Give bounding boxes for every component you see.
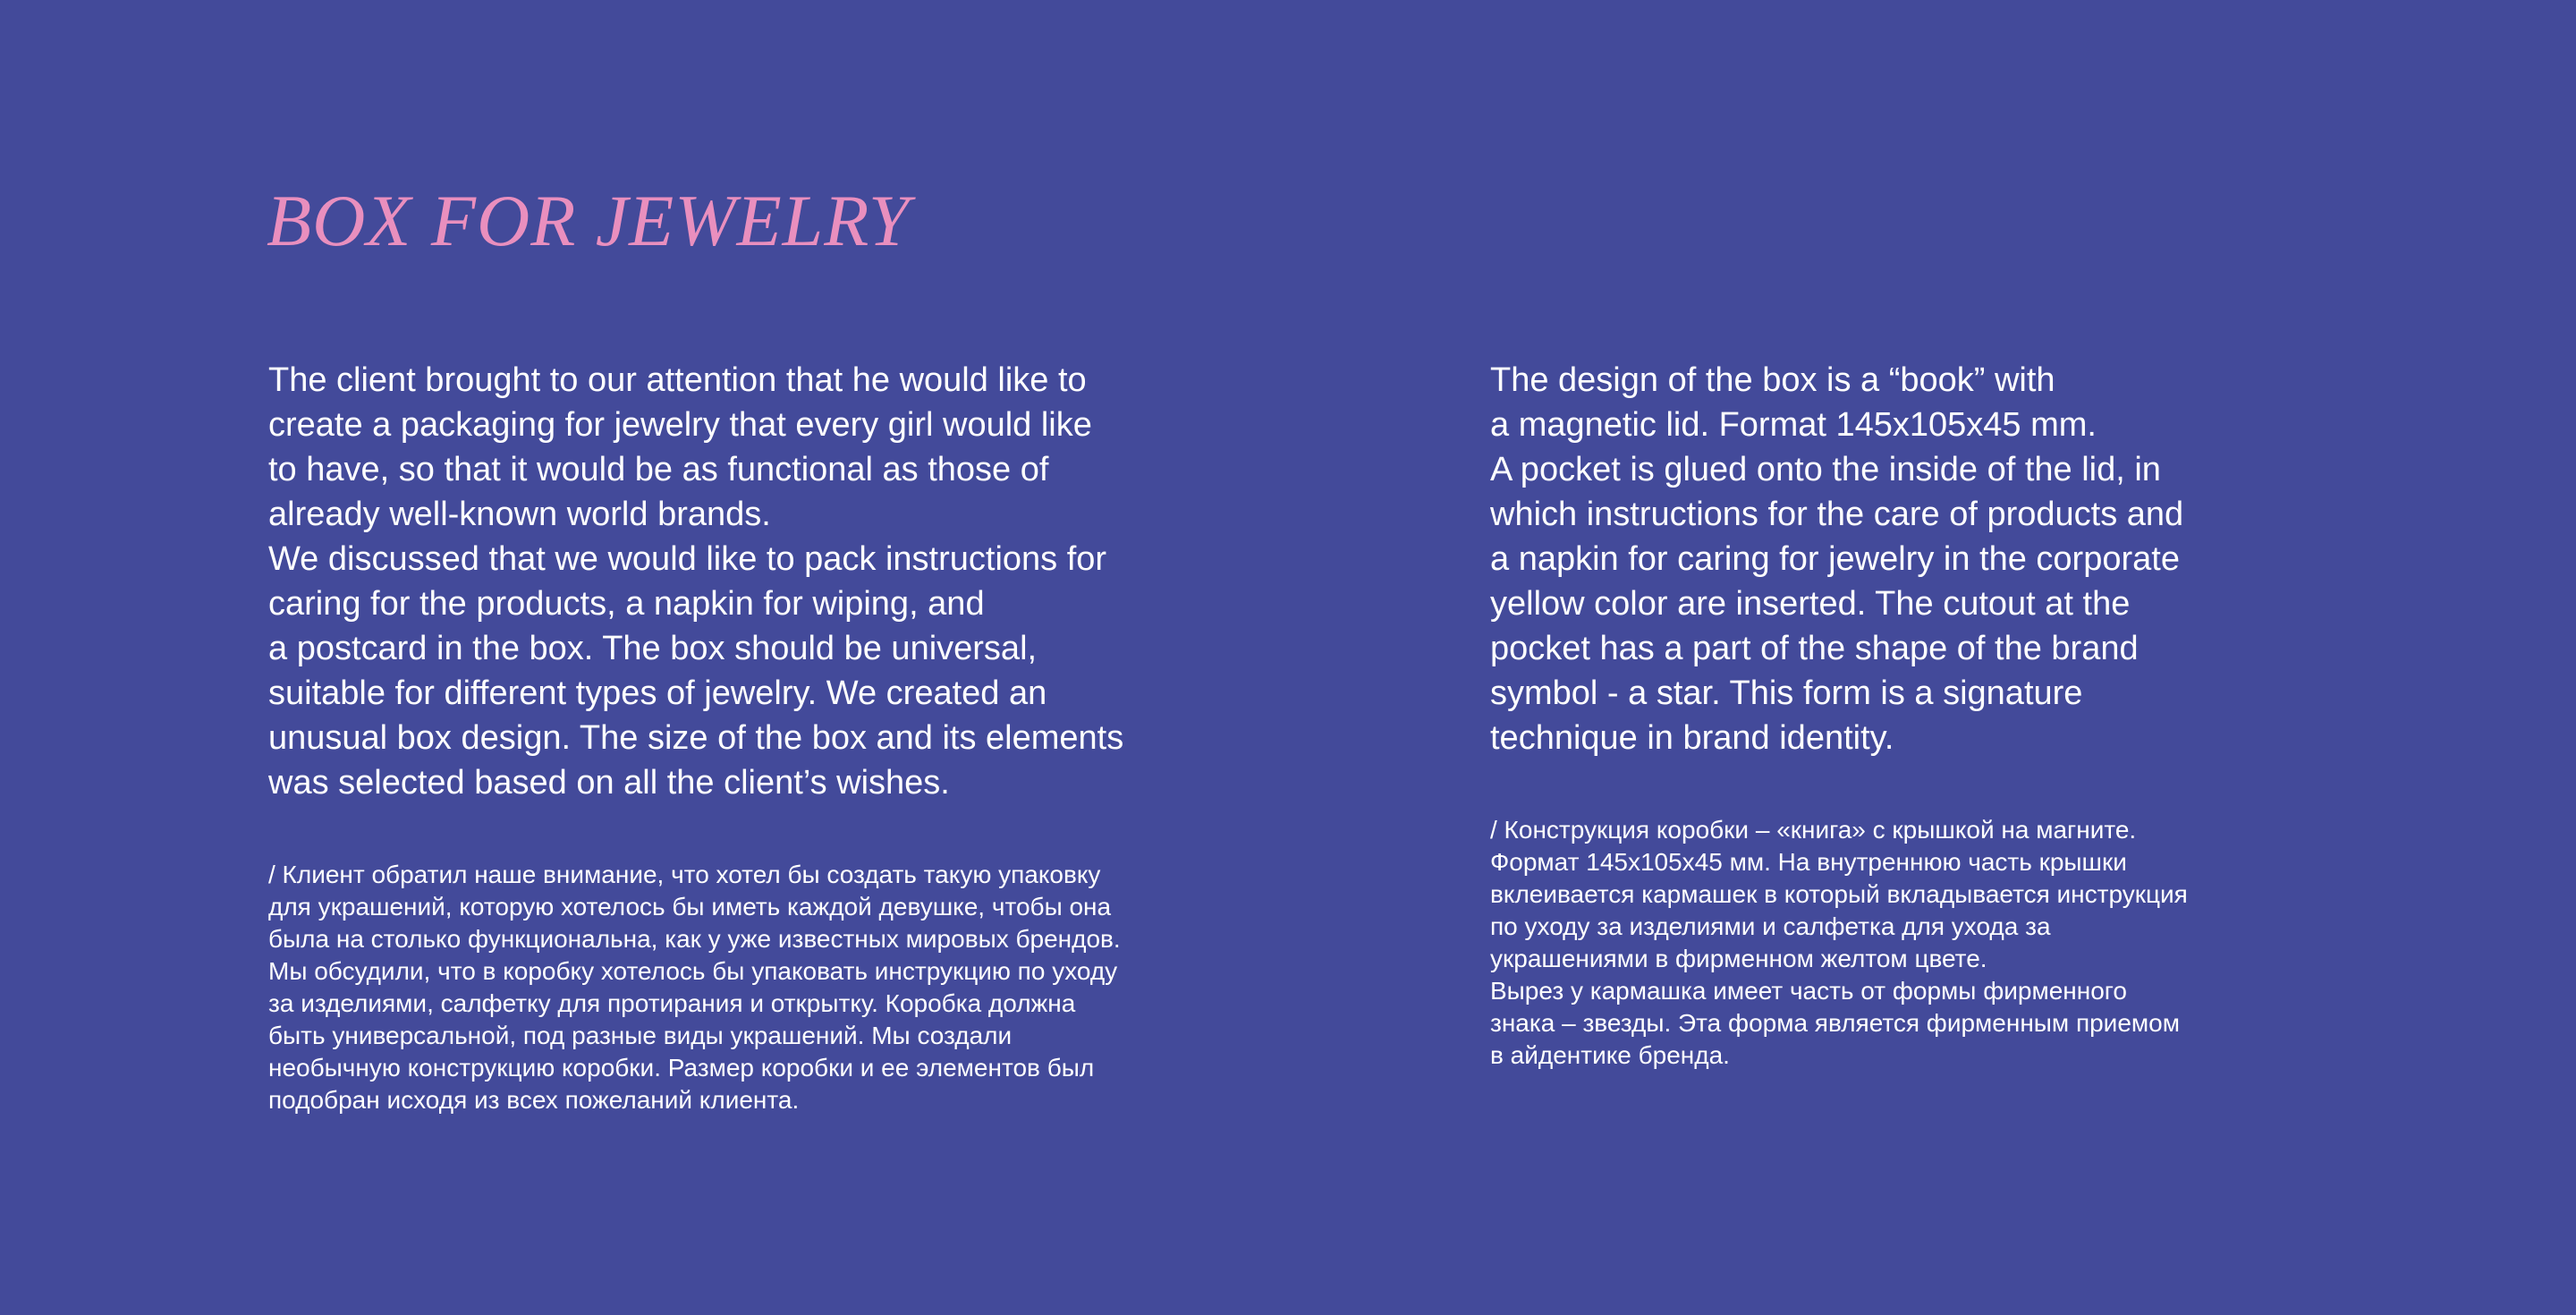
text-line: / Конструкция коробки – «книга» с крышкой на магните. <box>1490 816 2137 844</box>
right-column <box>1490 358 2385 1072</box>
text-line: create a packaging for jewelry that every girl would like <box>268 406 1092 444</box>
right-english-paragraph <box>1490 358 2385 760</box>
text-line: / Клиент обратил наше внимание, что хотел бы создать такую упаковку <box>268 861 1101 888</box>
text-line: быть универсальной, под разные виды украшений. Мы создали <box>268 1022 1013 1049</box>
text-line: A pocket is glued onto the inside of the lid, in <box>1490 451 2161 488</box>
text-line: Формат 145х105х45 мм. На внутреннюю часть крышки <box>1490 848 2127 876</box>
text-line: yellow color are inserted. The cutout at the <box>1490 585 2131 623</box>
text-line: The design of the box is a “book” with <box>1490 361 2055 399</box>
text-line: to have, so that it would be as functional as those of <box>268 451 1049 488</box>
text-line: Мы обсудили, что в коробку хотелось бы упаковать инструкцию по уходу <box>268 957 1118 985</box>
text-line: We discussed that we would like to pack instructions for <box>268 540 1107 578</box>
left-english-paragraph <box>268 358 1288 805</box>
text-line: для украшений, которую хотелось бы иметь каждой девушке, чтобы она <box>268 893 1112 920</box>
text-line: pocket has a part of the shape of the brand <box>1490 630 2139 667</box>
text-line: по уходу за изделиями и салфетка для ухода за <box>1490 912 2051 940</box>
left-column <box>268 358 1288 1116</box>
text-line: a postcard in the box. The box should be universal, <box>268 630 1038 667</box>
text-line: вклеивается кармашек в который вкладывается инструкция <box>1490 880 2188 908</box>
text-line: Вырез у кармашка имеет часть от формы фирменного <box>1490 977 2127 1005</box>
text-line: suitable for different types of jewelry. We created an <box>268 674 1047 712</box>
text-line: unusual box design. The size of the box and its elements <box>268 719 1124 757</box>
left-russian-paragraph <box>268 859 1288 1116</box>
text-line: technique in brand identity. <box>1490 719 1894 757</box>
text-line: знака – звезды. Эта форма является фирменным приемом <box>1490 1009 2180 1037</box>
text-line: в айдентике бренда. <box>1490 1041 1730 1069</box>
text-line: a napkin for caring for jewelry in the corporate <box>1490 540 2180 578</box>
page-title: BOX FOR JEWELRY <box>267 180 911 261</box>
text-line: за изделиями, салфетку для протирания и открытку. Коробка должна <box>268 989 1076 1017</box>
text-line: was selected based on all the client’s wishes. <box>268 764 950 802</box>
text-line: была на столько функциональна, как у уже известных мировых брендов. <box>268 925 1121 953</box>
text-line: The client brought to our attention that he would like to <box>268 361 1087 399</box>
text-line: already well-known world brands. <box>268 496 771 533</box>
text-line: украшениями в фирменном желтом цвете. <box>1490 945 1987 972</box>
text-line: symbol - a star. This form is a signature <box>1490 674 2083 712</box>
text-line: which instructions for the care of products and <box>1490 496 2184 533</box>
text-line: подобран исходя из всех пожеланий клиента. <box>268 1086 800 1114</box>
text-line: a magnetic lid. Format 145x105x45 mm. <box>1490 406 2097 444</box>
right-russian-paragraph <box>1490 814 2385 1072</box>
text-line: caring for the products, a napkin for wiping, and <box>268 585 985 623</box>
text-line: необычную конструкцию коробки. Размер коробки и ее элементов был <box>268 1054 1095 1082</box>
